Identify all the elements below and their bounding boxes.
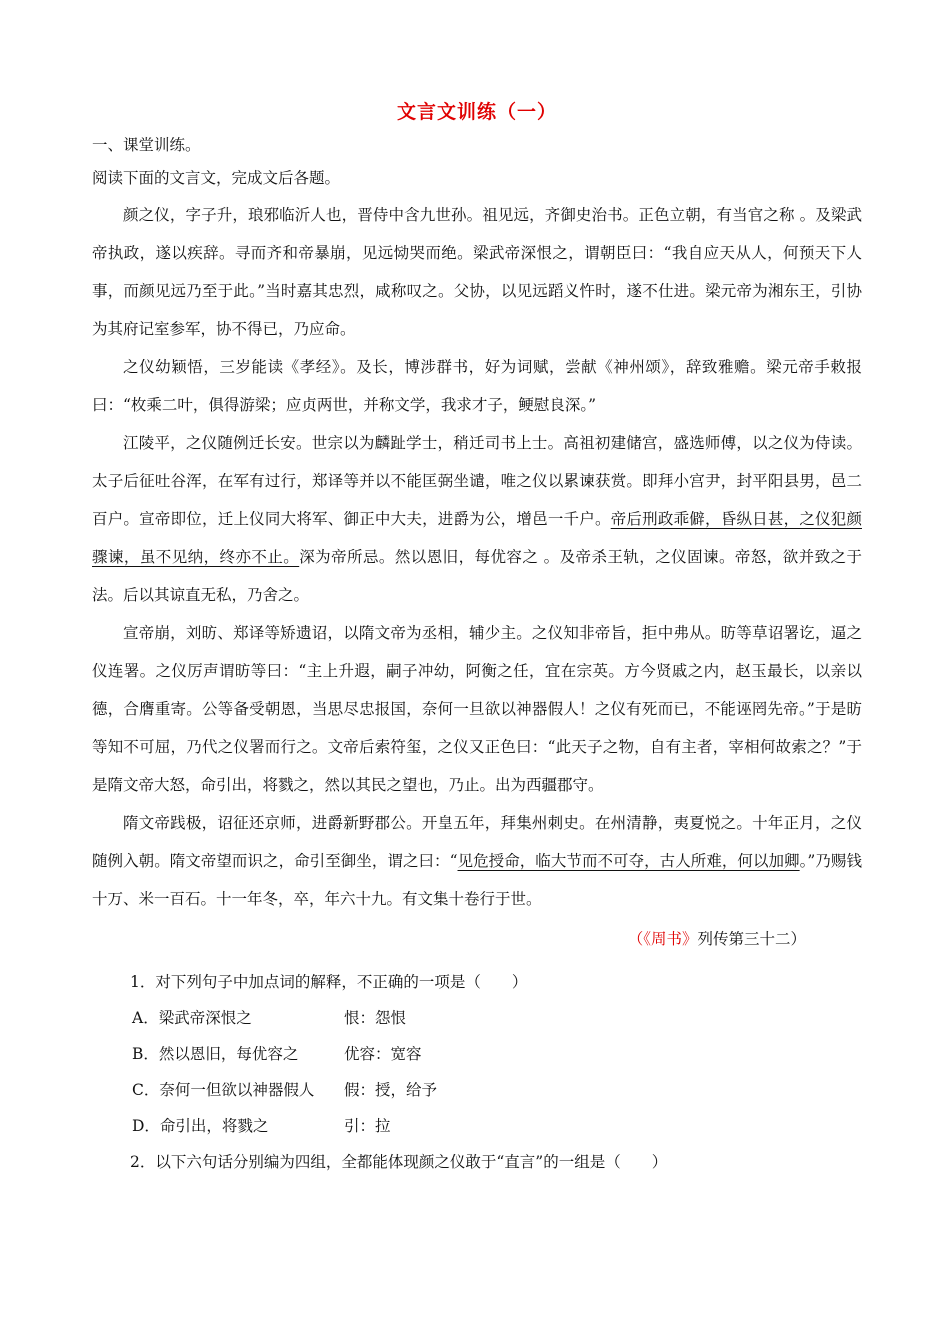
question-2-stem: 2．以下六句话分别编为四组，全都能体现颜之仪敢于“直言”的一组是（ ） <box>130 1153 668 1171</box>
passage-text: 深为帝所忌。然以恩旧，每优容之 。及帝杀王轨，之仪固谏。帝怒，欲并致之于法。后以其谅直无私，乃舍之。 <box>92 548 862 604</box>
source-book: （《周书》 <box>627 930 698 948</box>
question-1-option-d <box>92 1108 862 1144</box>
passage-paragraph-5 <box>92 804 862 918</box>
passage-text: 江陵平，之仪随例迁长安。世宗以为麟趾学士，稍迁司书上士。高祖初建储宫，盛选师傅，以之仪为侍读。太子后征吐谷浑，在军有过行，郑译等并以不能匡弼坐谴，唯之仪以累谏获赏。即拜小宫尹，封平阳县男，邑二百户。宣帝即位，迁上仪同大将军、御正中大夫，进爵为公，增邑一千户。 <box>92 434 862 528</box>
passage-paragraph-4: 宣帝崩，刘昉、郑译等矫遗诏，以隋文帝为丞相，辅少主。之仪知非帝旨，拒中弗从。昉等草诏署讫，逼之仪连署。之仪厉声谓昉等曰：“主上升遐，嗣子冲幼，阿衡之任，宜在宗英。方今贤戚之内，赵玉最长，以亲以德，合膺重寄。公等备受朝恩，当思尽忠报国，奈何一旦欲以神器假人！之仪有死而已，不能诬罔先帝。”于是昉等知不可屈，乃代之仪署而行之。文帝后索符玺，之仪又正色曰：“此天子之物，自有主者，宰相何故索之？”于是隋文帝大怒，命引出，将戮之，然以其民之望也，乃止。出为西疆郡守。 <box>92 624 862 794</box>
option-explanation: 假：授，给予 <box>344 1081 438 1099</box>
question-1-option-a <box>92 1000 862 1036</box>
passage-paragraph-1: 颜之仪，字子升，琅邪临沂人也，晋侍中含九世孙。祖见远，齐御史治书。正色立朝，有当官之称 。及梁武帝执政，遂以疾辞。寻而齐和帝暴崩，见远恸哭而绝。梁武帝深恨之，谓朝臣曰：“我自应天从人，何预天下人事，而颜见远乃至于此。”当时嘉其忠烈，咸称叹之。父协，以见远蹈义忤时，遂不仕进。梁元帝为湘东王，引协为其府记室参军，协不得已，乃应命。 <box>92 206 862 338</box>
section-heading: 一、课堂训练。 <box>92 136 201 154</box>
underlined-sentence: 见危授命，临大节而不可夺，古人所难，何以加卿 <box>457 852 800 870</box>
option-explanation: 引：拉 <box>344 1117 391 1135</box>
passage-paragraph-2: 之仪幼颖悟，三岁能读《孝经》。及长，博涉群书，好为词赋，尝献《神州颂》，辞致雅赡。梁元帝手敕报曰：“枚乘二叶，俱得游梁；应贞两世，并称文学，我求才子，鲠慰良深。” <box>92 358 862 414</box>
question-1-option-c <box>92 1072 862 1108</box>
option-sentence: A．梁武帝深恨之 <box>132 1009 252 1027</box>
page-title: 文言文训练（一） <box>396 101 557 123</box>
question-1-option-b <box>92 1036 862 1072</box>
option-sentence: C．奈何一但欲以神器假人 <box>132 1081 315 1099</box>
passage-text: 隋文帝践极，诏征还京师，进爵新野郡公。开皇五年，拜集州刺史。在州清静，夷夏悦之。十年正月，之仪随例入朝。隋文帝望而识之，命引至御坐，谓之曰：“ <box>92 814 862 870</box>
source-chapter: 列传第三十二） <box>697 930 806 948</box>
option-sentence: D．命引出，将戮之 <box>132 1117 269 1135</box>
underlined-sentence: 帝后刑政乖僻，昏纵日甚，之仪犯颜骤谏，虽不见纳，终亦不止。 <box>92 510 862 566</box>
question-1-stem: 1．对下列句子中加点词的解释，不正确的一项是（ ） <box>130 973 528 991</box>
option-explanation: 优容：宽容 <box>344 1045 422 1063</box>
instruction-text: 阅读下面的文言文，完成文后各题。 <box>92 169 341 187</box>
option-explanation: 恨：怨恨 <box>344 1009 407 1027</box>
passage-paragraph-3 <box>92 424 862 614</box>
passage-text: 。”乃赐钱十万、米一百石。十一年冬，卒，年六十九。有文集十卷行于世。 <box>92 852 862 908</box>
option-sentence: B．然以恩旧，每优容之 <box>132 1045 299 1063</box>
source-citation <box>92 920 806 958</box>
